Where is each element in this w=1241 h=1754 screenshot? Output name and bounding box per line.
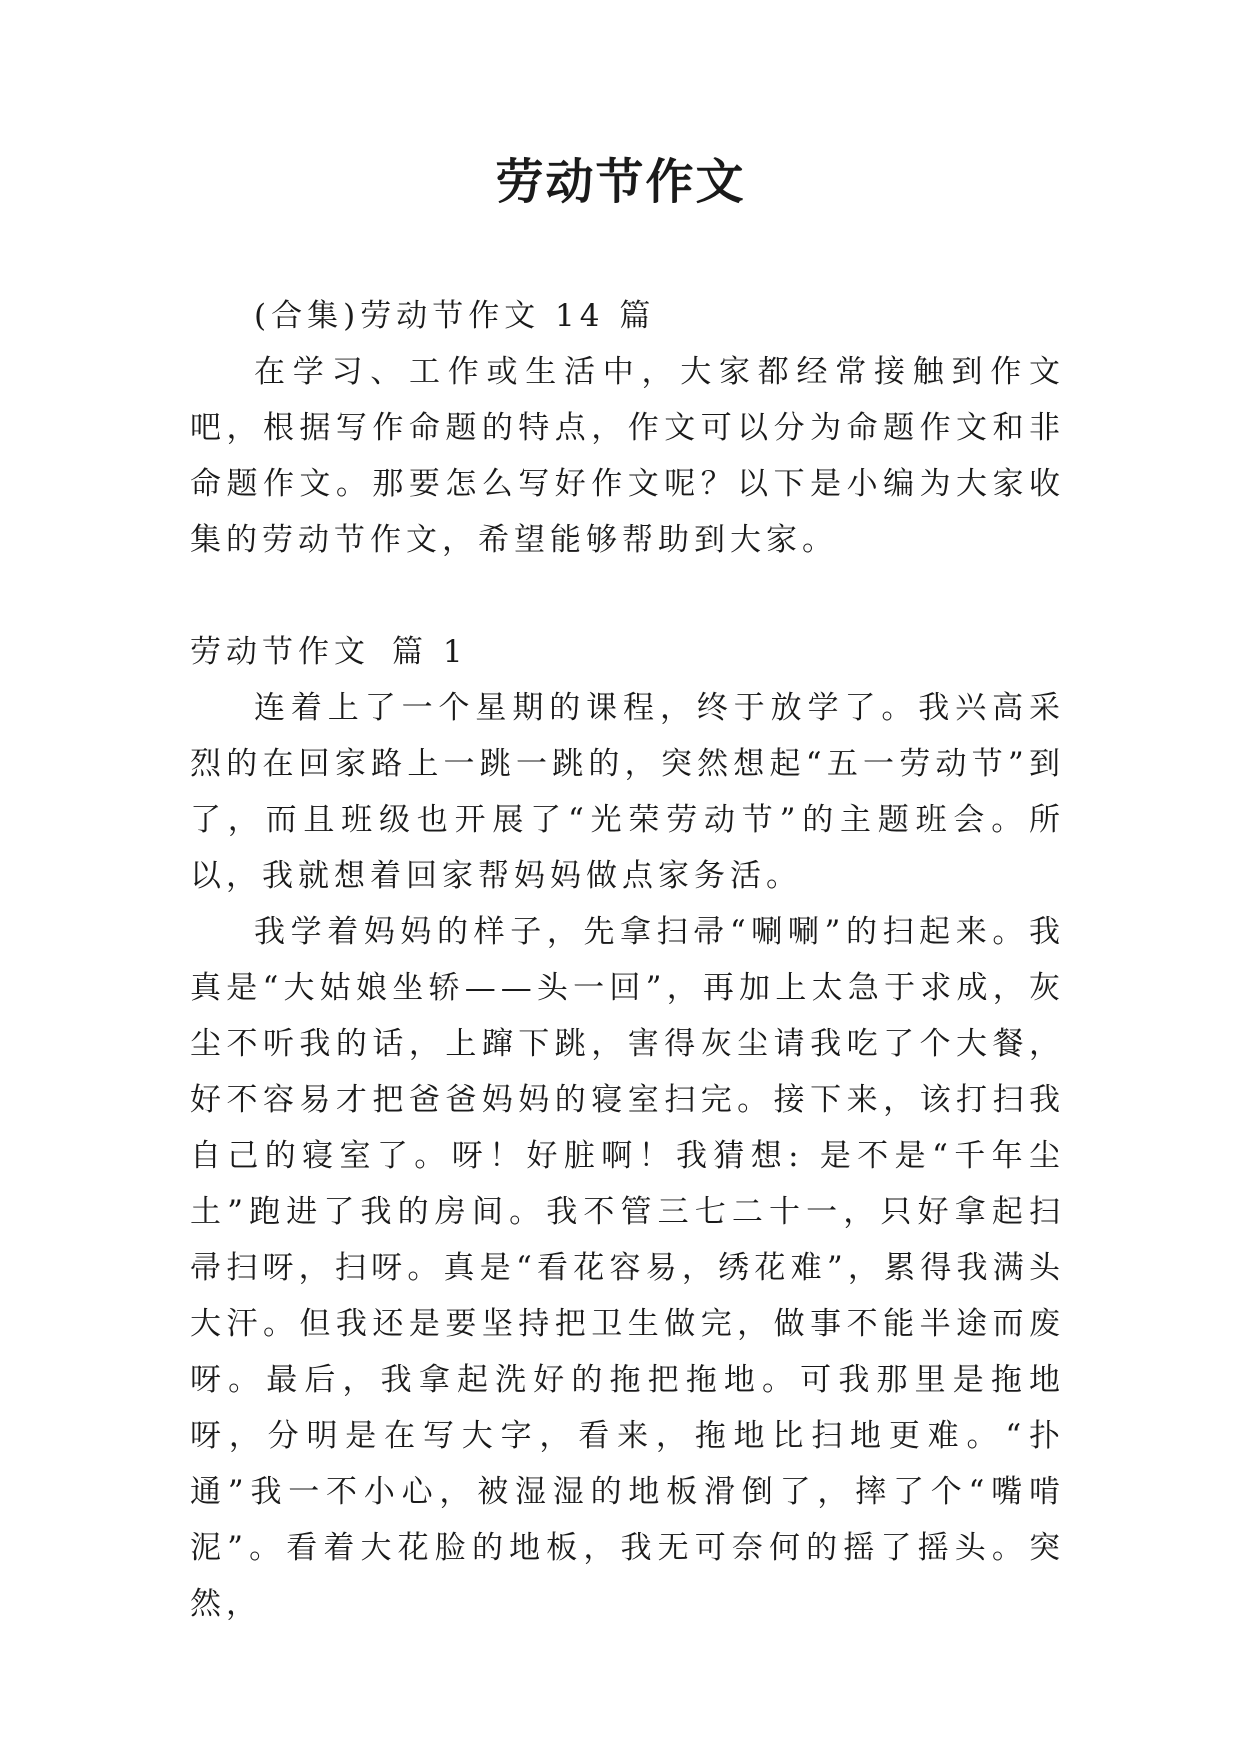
subtitle-line: (合集)劳动节作文 14 篇 [254,298,656,334]
document-body [190,288,1065,1632]
section-spacer [190,568,1065,624]
body-paragraph: 连着上了一个星期的课程，终于放学了。我兴高采烈的在回家路上一跳一跳的，突然想起“五一劳动节”到了，而且班级也开展了“光荣劳动节”的主题班会。所以，我就想着回家帮妈妈做点家务活。 [190,690,1065,894]
section-label: 劳动节作文 [190,634,370,670]
section-heading [190,624,1065,680]
body-paragraph: 我学着妈妈的样子，先拿扫帚“唰唰”的扫起来。我真是“大姑娘坐轿——头一回”，再加上太急于求成，灰尘不听我的话，上蹿下跳，害得灰尘请我吃了个大餐，好不容易才把爸爸妈妈的寝室扫完。接下来，该打扫我自己的寝室了。呀！好脏啊！我猜想: 是不是“千年尘土”跑进了我的房间。我不管三七二十一，只好拿起扫帚扫呀，扫呀。真是“看花容易，绣花难”，累得我满头大汗。但我还是要坚持把卫生做完，做事不能半途而废呀。最后，我拿起洗好的拖把拖地。可我那里是拖地呀，分明是在写大字，看来，拖地比扫地更难。“扑通”我一不小心，被湿湿的地板滑倒了，摔了个“嘴啃泥”。看着大花脸的地板，我无可奈何的摇了摇头。突然， [190,914,1065,1622]
intro-paragraph: 在学习、工作或生活中，大家都经常接触到作文吧，根据写作命题的特点，作文可以分为命题作文和非命题作文。那要怎么写好作文呢？以下是小编为大家收集的劳动节作文，希望能够帮助到大家。 [190,354,1065,558]
section-number: 篇 1 [392,634,468,670]
document-title: 劳动节作文 [495,154,746,210]
